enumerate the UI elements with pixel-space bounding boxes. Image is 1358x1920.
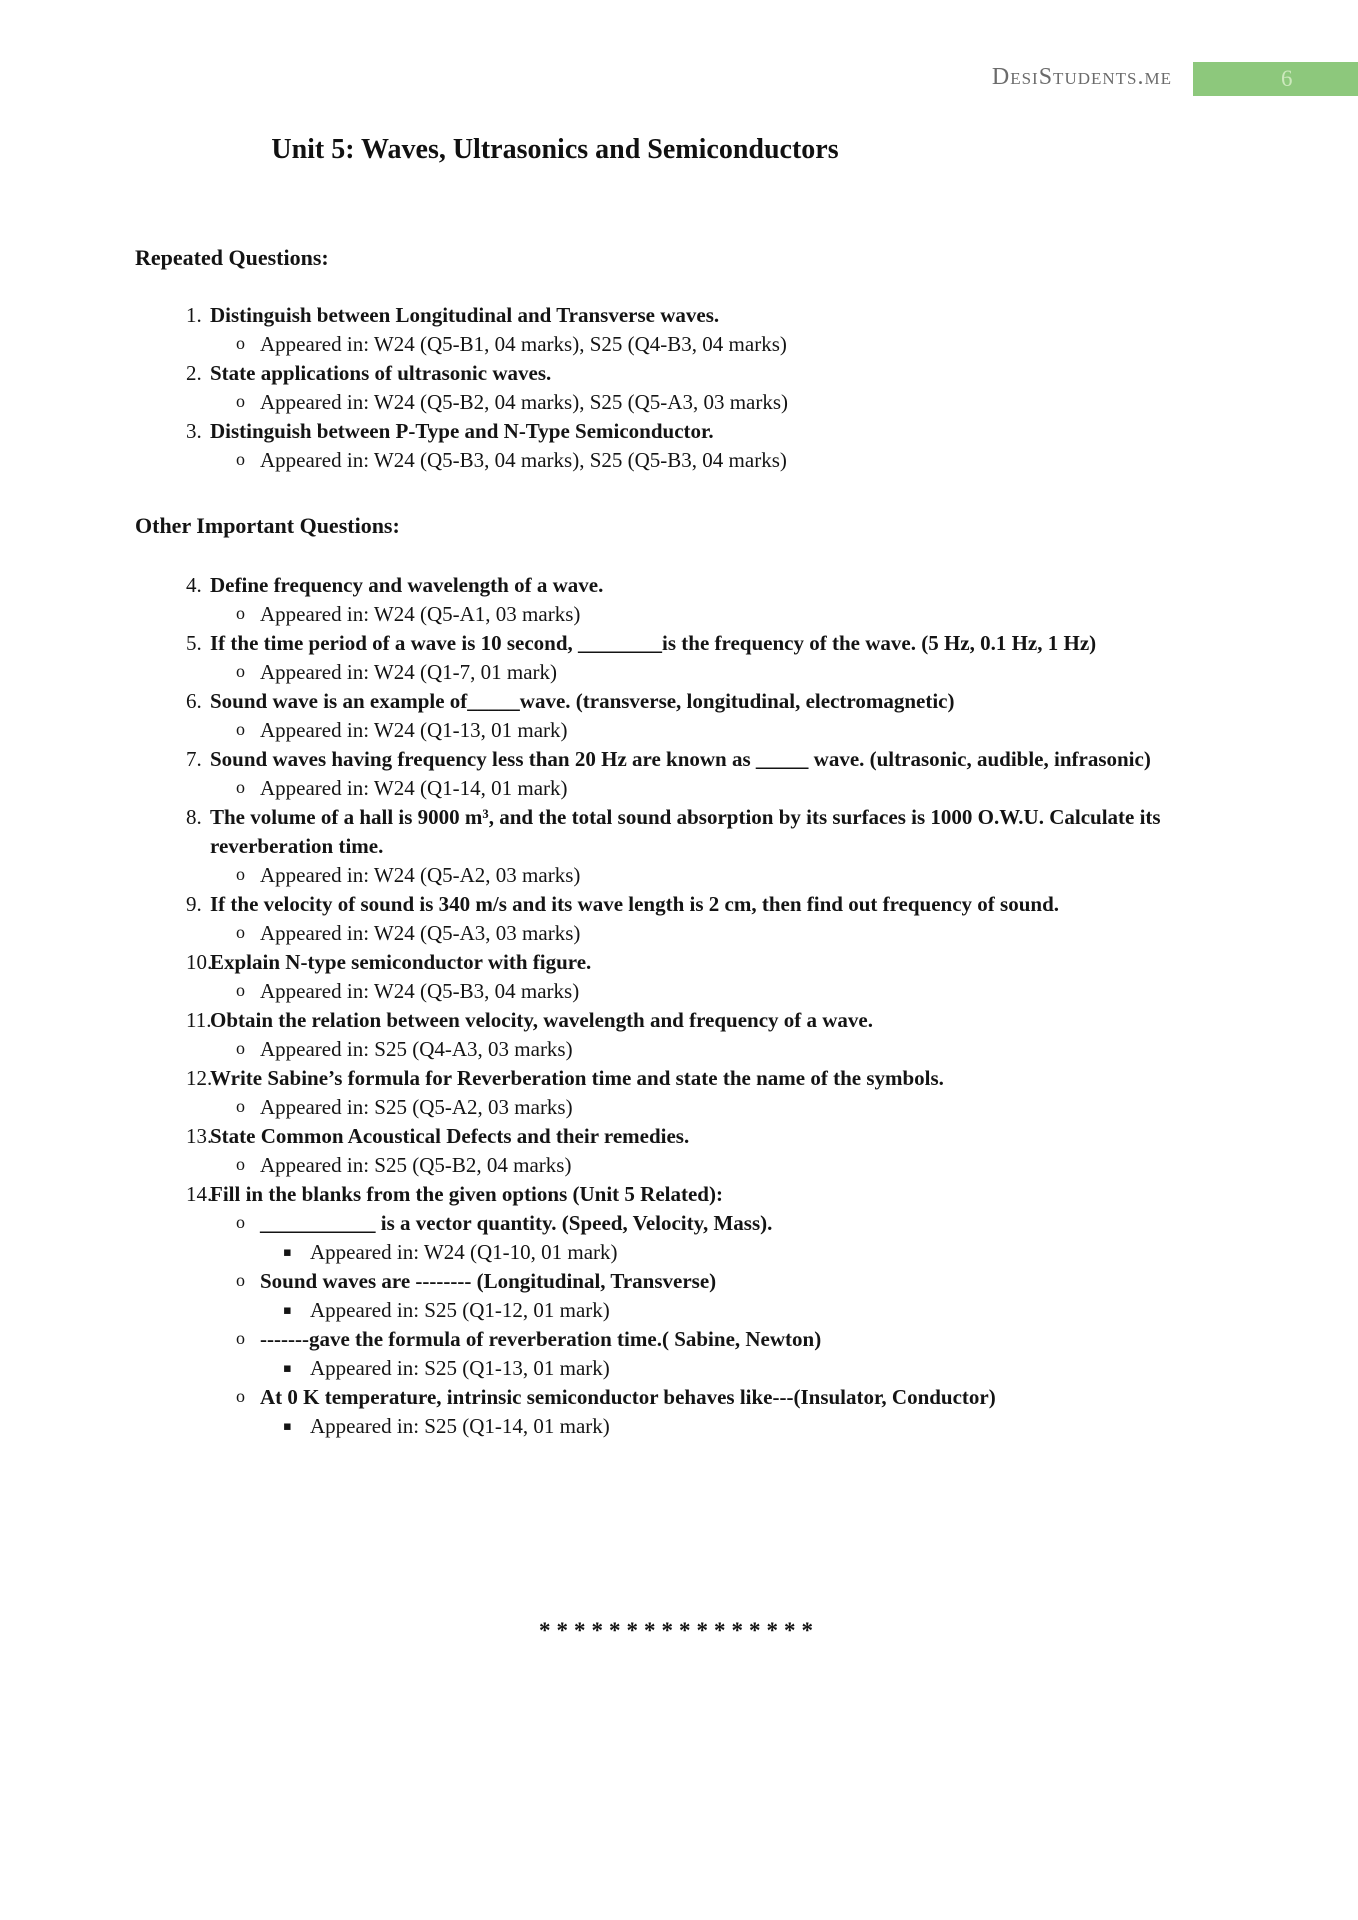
circle-bullet-icon: o [236,980,245,1000]
appeared-note [135,1296,1167,1325]
question-section [135,511,1167,1441]
sub-text: Appeared in: W24 (Q5-B1, 04 marks), S25 (Q4-B3, 04 marks) [260,332,787,356]
circle-bullet-icon: o [236,1038,245,1058]
square-bullet-icon: ▪ [283,1361,292,1376]
sub-option [135,446,1167,475]
question-text: Sound wave is an example of_____wave. (transverse, longitudinal, electromagnetic) [210,689,955,713]
circle-bullet-icon: o [236,333,245,353]
question-number: 5. [186,631,202,655]
sub-text: Appeared in: S25 (Q5-B2, 04 marks) [260,1153,572,1177]
question-text: Obtain the relation between velocity, wavelength and frequency of a wave. [210,1008,874,1032]
section-heading: Other Important Questions: [135,513,400,538]
question-text: Fill in the blanks from the given options (Unit 5 Related): [210,1182,723,1206]
sub-text: Appeared in: W24 (Q5-A3, 03 marks) [260,921,581,945]
appeared-note [135,1238,1167,1267]
site-brand: DesiStudents.me [991,64,1172,90]
question-number: 7. [186,747,202,771]
appeared-note [135,1354,1167,1383]
sub-text: Appeared in: S25 (Q4-A3, 03 marks) [260,1037,573,1061]
question-number: 4. [186,573,202,597]
sub-text: Appeared in: W24 (Q5-B3, 04 marks), S25 (Q5-B3, 04 marks) [260,448,787,472]
question-item [135,948,1167,977]
footer-separator: **************** [539,1618,819,1643]
question-text: Distinguish between Longitudinal and Transverse waves. [210,303,720,327]
square-bullet-icon: ▪ [283,1245,292,1260]
questions-content [135,232,1167,1441]
sub-option [135,330,1167,359]
question-number: 3. [186,419,202,443]
question-number: 13. [186,1124,213,1148]
sub-option [135,919,1167,948]
sub-text: Appeared in: S25 (Q1-14, 01 mark) [310,1414,610,1438]
question-text: If the velocity of sound is 340 m/s and its wave length is 2 cm, then find out frequency of sound. [210,892,1060,916]
sub-text: -------gave the formula of reverberation time.( Sabine, Newton) [260,1327,822,1351]
question-number: 8. [186,805,202,829]
circle-bullet-icon: o [236,1096,245,1116]
sub-text: Appeared in: W24 (Q5-B3, 04 marks) [260,979,580,1003]
question-item [135,1122,1167,1151]
question-text: State Common Acoustical Defects and their remedies. [210,1124,690,1148]
question-section [135,243,1167,475]
question-number: 11. [186,1008,212,1032]
sub-text: Appeared in: W24 (Q5-A1, 03 marks) [260,602,581,626]
question-text: State applications of ultrasonic waves. [210,361,552,385]
sub-option [135,658,1167,687]
circle-bullet-icon: o [236,603,245,623]
section-items [135,301,1167,475]
question-item [135,687,1167,716]
sub-option [135,1325,1167,1354]
section-heading: Repeated Questions: [135,245,329,270]
question-item [135,745,1167,774]
question-number: 14. [186,1182,213,1206]
sub-text: Appeared in: W24 (Q1-10, 01 mark) [310,1240,618,1264]
sub-option [135,1093,1167,1122]
page-title: Unit 5: Waves, Ultrasonics and Semiconductors [271,134,839,165]
sub-option [135,600,1167,629]
question-number: 12. [186,1066,213,1090]
sub-text: Appeared in: S25 (Q1-13, 01 mark) [310,1356,610,1380]
sub-option [135,1035,1167,1064]
circle-bullet-icon: o [236,1154,245,1174]
square-bullet-icon: ▪ [283,1303,292,1318]
sub-option [135,388,1167,417]
sub-option [135,774,1167,803]
circle-bullet-icon: o [236,449,245,469]
question-item [135,1180,1167,1209]
circle-bullet-icon: o [236,661,245,681]
circle-bullet-icon: o [236,1386,245,1406]
sub-text: Appeared in: W24 (Q1-13, 01 mark) [260,718,568,742]
circle-bullet-icon: o [236,1212,245,1232]
question-text: The volume of a hall is 9000 m³, and the total sound absorption by its surfaces is 1000 O.W.U. Calculate its reverberation time. [210,805,1161,858]
question-number: 6. [186,689,202,713]
sub-text: Appeared in: S25 (Q1-12, 01 mark) [310,1298,610,1322]
page-number-badge [1193,62,1358,96]
page-number: 6 [1281,66,1293,91]
sub-option [135,1383,1167,1412]
question-text: If the time period of a wave is 10 second, ________is the frequency of the wave. (5 Hz, 0.1 Hz, 1 Hz) [210,631,1097,655]
question-number: 2. [186,361,202,385]
sub-option [135,977,1167,1006]
circle-bullet-icon: o [236,719,245,739]
question-item [135,803,1167,861]
sub-text: Appeared in: W24 (Q1-7, 01 mark) [260,660,558,684]
question-item [135,571,1167,600]
question-item [135,629,1167,658]
sub-text: Appeared in: W24 (Q1-14, 01 mark) [260,776,568,800]
square-bullet-icon: ▪ [283,1419,292,1434]
appeared-note [135,1412,1167,1441]
question-item [135,417,1167,446]
sub-text: ___________ is a vector quantity. (Speed, Velocity, Mass). [260,1211,773,1235]
sub-option [135,861,1167,890]
circle-bullet-icon: o [236,922,245,942]
circle-bullet-icon: o [236,777,245,797]
question-item [135,890,1167,919]
section-items [135,571,1167,1441]
question-text: Write Sabine’s formula for Reverberation time and state the name of the symbols. [210,1066,944,1090]
question-item [135,359,1167,388]
sub-option [135,1209,1167,1238]
question-text: Define frequency and wavelength of a wave. [210,573,604,597]
question-text: Explain N-type semiconductor with figure. [210,950,592,974]
circle-bullet-icon: o [236,1328,245,1348]
sub-option [135,1267,1167,1296]
sub-option [135,1151,1167,1180]
circle-bullet-icon: o [236,1270,245,1290]
question-text: Distinguish between P-Type and N-Type Semiconductor. [210,419,714,443]
question-number: 10. [186,950,213,974]
circle-bullet-icon: o [236,391,245,411]
question-text: Sound waves having frequency less than 20 Hz are known as _____ wave. (ultrasonic, audible, infrasonic) [210,747,1151,771]
question-item [135,1064,1167,1093]
sub-text: At 0 K temperature, intrinsic semiconductor behaves like---(Insulator, Conductor) [260,1385,996,1409]
question-number: 1. [186,303,202,327]
sub-text: Appeared in: W24 (Q5-B2, 04 marks), S25 (Q5-A3, 03 marks) [260,390,789,414]
sub-option [135,716,1167,745]
sub-text: Appeared in: S25 (Q5-A2, 03 marks) [260,1095,573,1119]
question-item [135,1006,1167,1035]
sub-text: Appeared in: W24 (Q5-A2, 03 marks) [260,863,581,887]
question-number: 9. [186,892,202,916]
circle-bullet-icon: o [236,864,245,884]
question-item [135,301,1167,330]
sub-text: Sound waves are -------- (Longitudinal, Transverse) [260,1269,717,1293]
